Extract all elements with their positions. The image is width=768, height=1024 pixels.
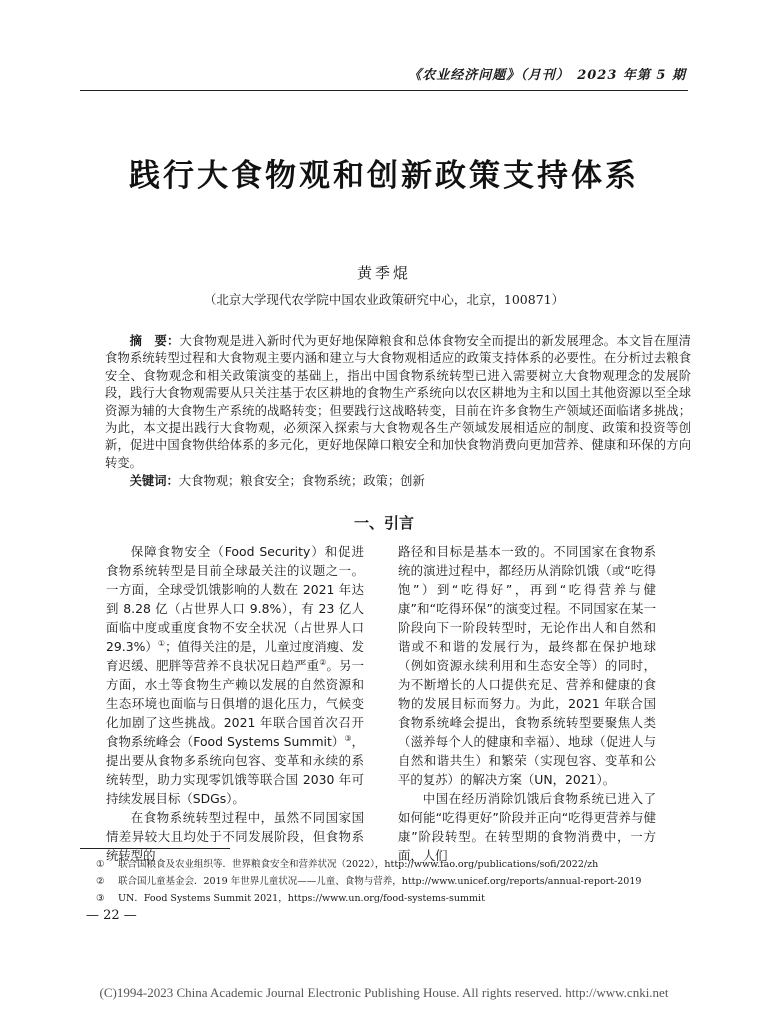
author-name: 黄季焜: [356, 264, 411, 282]
footnote-mark: ①: [96, 859, 105, 870]
abstract-block: [105, 332, 691, 491]
footnote-mark: ③: [96, 893, 105, 904]
keywords: [105, 472, 691, 490]
body-text: ，提出要从食物多系统向包容、变革和永续的系统转型，助力实现零饥饿等联合国 2030 年可持续发展目标（SDGs）。: [106, 734, 364, 806]
footnote-item: [96, 873, 696, 890]
body-paragraph: 在食物系统转型过程中，虽然不同国家国情差异较大且均处于不同发展阶段，但食物系统转型的: [106, 810, 364, 863]
journal-header: 《农业经济问题》（月刊） 2023 年第 5 期: [408, 68, 686, 83]
footnote-ref-2[interactable]: ②: [319, 657, 327, 667]
copyright-notice: (C)1994-2023 China Academic Journal Electronic Publishing House. All rights reserved. http://www.cnki.net: [99, 985, 669, 1000]
keywords-label: 关键词：: [129, 473, 179, 489]
abstract-label: 摘 要：: [129, 333, 180, 348]
body-paragraph: 路径和目标是基本一致的。不同国家在食物系统的演进过程中，都经历从消除饥饿（或“吃得饱”）到“吃得好”，再到“吃得营养与健康”和“吃得环保”的演变过程。不同国家在某一阶段向下一阶段转型时，无论作出人和自然和谐或不和谐的发展行为，最终都在保护地球（例如资源永续利用和生态安全等）的同时，为不断增长的人口提供充足、营养和健康的食物的发展目标而努力。为此，2021 年联合国食物系统峰会提出，食物系统转型要聚焦人类（滋养每个人的健康和幸福）、地球（促进人与自然和谐共生）和繁荣（实现包容、变革和公平的复苏）的解决方案（UN，2021）。: [398, 544, 656, 787]
footnote-item: [96, 856, 696, 873]
header-rule: [80, 90, 688, 91]
body-column-right: [398, 542, 656, 865]
footnote-ref-3[interactable]: ③: [344, 733, 352, 743]
page-number: — 22 —: [86, 908, 137, 923]
footnote-text: UN．Food Systems Summit 2021，https://www.un.org/food-systems-summit: [118, 893, 485, 904]
footnote-mark: ②: [96, 876, 105, 887]
abstract: [105, 332, 691, 472]
abstract-text: 大食物观是进入新时代为更好地保障粮食和总体食物安全而提出的新发展理念。本文旨在厘清食物系统转型过程和大食物观主要内涵和建立与大食物观相适应的政策支持体系的必要性。在分析过去粮食安全、食物观念和相关政策演变的基础上，指出中国食物系统转型已进入需要树立大食物观理念的发展阶段，践行大食物观需要从只关注基于农区耕地的食物生产系统向以农区耕地为主和以国土其他资源以至全球资源为辅的大食物生产系统的战略转变；但要践行这战略转变，目前在许多食物生产领域还面临诸多挑战；为此，本文提出践行大食物观，必须深入探索与大食物观各生产领域发展相适应的制度、政策和投资等创新，促进中国食物供给体系的多元化，更好地保障口粮安全和加快食物消费向更加营养、健康和环保的方向转变。: [105, 334, 691, 470]
footnote-rule: [80, 848, 230, 849]
footnote-text: 联合国儿童基金会．2019 年世界儿童状况——儿童、食物与营养，http://www.unicef.org/reports/annual-report-2019: [118, 876, 642, 887]
paper-title: 践行大食物观和创新政策支持体系: [129, 158, 639, 194]
body-text: ；值得关注的是，儿童过度消瘦、发育迟缓、肥胖等营养不良状况日趋严重: [106, 639, 364, 673]
body-column-left: [106, 542, 364, 865]
footnote-ref-1[interactable]: ①: [157, 638, 166, 648]
body-paragraph: [106, 542, 364, 808]
section-heading-introduction: 一、引言: [353, 514, 414, 532]
body-paragraph: 中国在经历消除饥饿后食物系统已进入了如何能“吃得更好”阶段并正向“吃得更营养与健康”阶段转型。在转型期的食物消费中，一方面，人们: [398, 791, 656, 863]
author-affiliation: （北京大学现代农学院中国农业政策研究中心，北京，100871）: [203, 292, 565, 307]
footnote-item: [96, 890, 696, 907]
keywords-text: 大食物观；粮食安全；食物系统；政策；创新: [178, 474, 425, 489]
body-text: 。另一方面，水土等食物生产赖以发展的自然资源和生态环境也面临与日俱增的退化压力，气候变化加剧了这些挑战。2021 年联合国首次召开食物系统峰会（Food Systems Summit）: [106, 658, 365, 749]
body-text: 保障食物安全（Food Security）和促进食物系统转型是目前全球最关注的议题之一。一方面，全球受饥饿影响的人数在 2021 年达到 8.28 亿（占世界人口 9.8%），有 23 亿人面临中度或重度食物不安全状况（占世界人口 29.3%）: [106, 544, 364, 654]
footnotes: [96, 856, 696, 907]
footnote-text: 联合国粮食及农业组织等．世界粮食安全和营养状况（2022），http://www.fao.org/publications/sofi/2022/zh: [118, 859, 599, 870]
